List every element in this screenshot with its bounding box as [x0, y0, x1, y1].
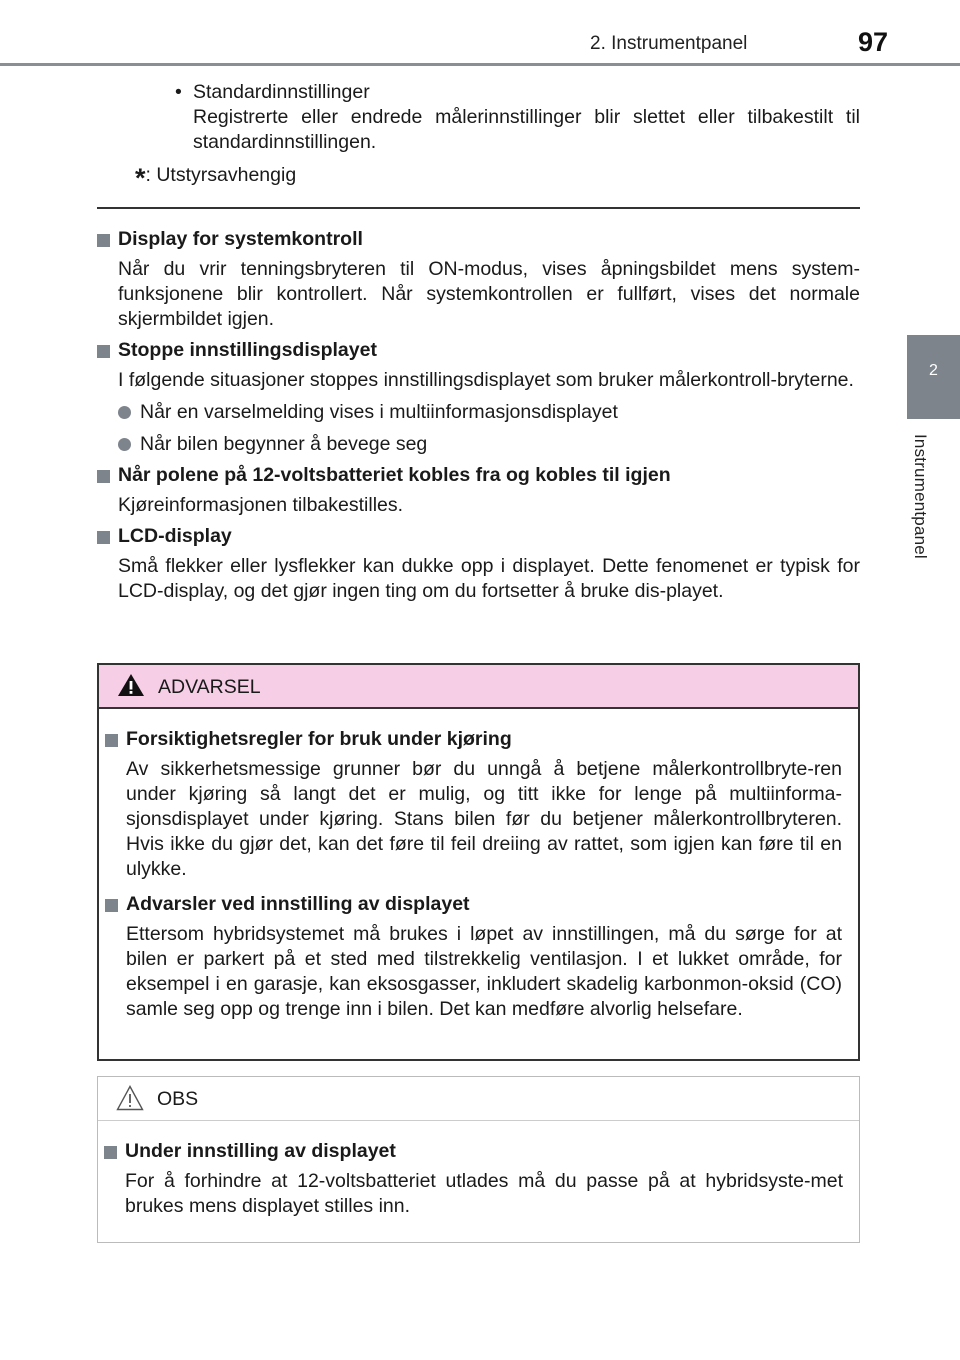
circle-bullet-icon — [118, 438, 131, 451]
warning-heading — [105, 892, 842, 917]
section-display-systemkontroll — [97, 227, 860, 332]
bullet-text: Registrerte eller endrede målerinnstillinger blir slettet eller tilbakestilt til standardinnstillingen. — [193, 106, 860, 153]
warning-box-body — [99, 709, 858, 1022]
warning-icon — [117, 673, 145, 697]
section-heading — [97, 524, 860, 549]
note-heading-text: Under innstilling av displayet — [125, 1140, 396, 1162]
section-stoppe-innstillingsdisplayet — [97, 338, 860, 457]
warning-box — [97, 663, 860, 1061]
warning-heading-text: Forsiktighetsregler for bruk under kjøring — [126, 728, 512, 750]
warning-heading-text: Advarsler ved innstilling av displayet — [126, 893, 470, 915]
footnote-text: : Utstyrsavhengig — [145, 164, 297, 186]
note-box-label: OBS — [157, 1088, 199, 1110]
list-item — [97, 400, 860, 425]
section-heading — [97, 338, 860, 363]
square-bullet-icon — [97, 470, 110, 483]
footnote-star: * — [135, 163, 146, 193]
header-divider — [0, 63, 960, 66]
note-body: For å forhindre at 12-voltsbatteriet utlades må du passe på at hybridsyste-met brukes mens displayet stilles inn. — [125, 1170, 843, 1217]
list-item-text: Når en varselmelding vises i multiinformasjonsdisplayet — [140, 401, 618, 423]
circle-bullet-icon — [118, 406, 131, 419]
section-heading-text: Display for systemkontroll — [118, 228, 363, 250]
header-section-title: 2. Instrumentpanel — [590, 33, 748, 54]
bullet-title: Standardinnstillinger — [193, 81, 370, 103]
section-body: Når du vrir tenningsbryteren til ON-modus, vises åpningsbildet mens system-funksjonene blir kontrollert. Når systemkontrollen er fullført, vises det normale skjermbildet igjen. — [118, 258, 860, 330]
chapter-tab-label-wrapper — [910, 434, 940, 584]
section-heading — [97, 463, 860, 488]
section-12v-batteri — [97, 463, 860, 518]
section-body: Kjøreinformasjonen tilbakestilles. — [118, 494, 404, 516]
note-box-header — [98, 1077, 859, 1121]
footnote — [97, 163, 860, 194]
square-bullet-icon — [97, 234, 110, 247]
warning-body: Ettersom hybridsystemet må brukes i løpet av innstillingen, må du sørge for at bilen er parkert på et sted med tilstrekkelig ventilasjon. I et lukket område, for eksempel i en garasje, kan eksosgasser, inkludert skadelig karbonmon-oksid (CO) samle seg opp og trenge inn i bilen. Det kan medføre alvorlig helsefare. — [126, 923, 842, 1020]
page-number: 97 — [858, 27, 889, 57]
note-box-body — [98, 1121, 859, 1219]
caution-icon — [116, 1085, 144, 1111]
square-bullet-icon — [97, 531, 110, 544]
list-item-text: Når bilen begynner å bevege seg — [140, 433, 428, 455]
bullet-item — [97, 80, 860, 155]
section-body: Små flekker eller lysflekker kan dukke opp i displayet. Dette fenomenet er typisk for LCD-display, og det gjør ingen ting om du fortsetter å bruke dis-playet. — [118, 555, 860, 602]
warning-box-label: ADVARSEL — [158, 676, 261, 698]
info-sections — [97, 221, 860, 604]
section-body: I følgende situasjoner stoppes innstillingsdisplayet som bruker målerkontroll-bryterne. — [118, 369, 854, 391]
warning-box-header — [99, 665, 858, 709]
bullet-glyph: • — [175, 81, 182, 103]
square-bullet-icon — [104, 1146, 117, 1159]
section-heading — [97, 227, 860, 252]
list-item — [97, 432, 860, 457]
warning-heading — [105, 727, 842, 752]
section-heading-text: Stoppe innstillingsdisplayet — [118, 339, 377, 361]
warning-body: Av sikkerhetsmessige grunner bør du unngå å betjene målerkontrollbryte-ren under kjøring så langt det er mulig, og titt ikke for lenge på multiinforma-sjonsdisplayet under kjøring. Stans bilen før du betjener målerkontrollbryteren. Hvis ikke du gjør det, kan det føre til feil dreiing av rattet, som igjen kan føre til en ulykke. — [126, 758, 842, 880]
square-bullet-icon — [105, 734, 118, 747]
square-bullet-icon — [105, 899, 118, 912]
section-heading-text: LCD-display — [118, 525, 232, 547]
note-heading — [104, 1139, 843, 1164]
chapter-tab[interactable]: 2 — [907, 335, 960, 419]
square-bullet-icon — [97, 345, 110, 358]
chapter-tab-label: Instrumentpanel — [911, 434, 930, 559]
top-block — [97, 80, 860, 194]
section-heading-text: Når polene på 12-voltsbatteriet kobles fra og kobles til igjen — [118, 464, 671, 486]
note-box — [97, 1076, 860, 1243]
section-lcd-display — [97, 524, 860, 604]
section-divider — [97, 207, 860, 209]
